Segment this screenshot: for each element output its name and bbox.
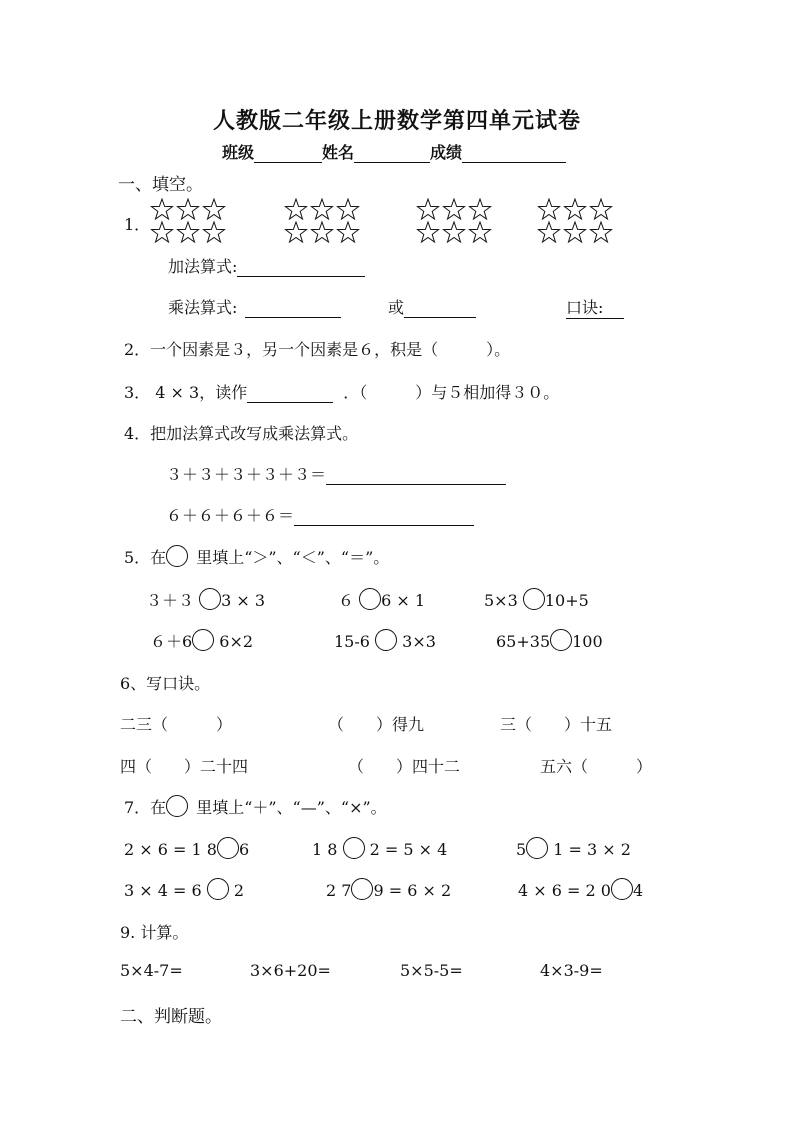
- compare-circle[interactable]: [550, 629, 572, 651]
- q9-text: 9. 计算。: [120, 923, 189, 942]
- q9-item-4[interactable]: 4×3-9=: [540, 961, 603, 980]
- q6-text: 6、写口诀。: [120, 674, 211, 693]
- q5-r1-c3: 5×3 10+5: [484, 588, 589, 610]
- operator-circle[interactable]: [351, 878, 373, 900]
- star-group-2-icon: [284, 198, 369, 246]
- q4-eq2: ６＋６＋６＋６＝: [166, 506, 295, 525]
- name-label: 姓名: [322, 143, 355, 162]
- q7-r1-c1: 2 × 6 = 1 8 6: [124, 837, 249, 859]
- q6-r1-c2[interactable]: （ ）得九: [328, 715, 425, 734]
- q6-r2-c2[interactable]: （ ）四十二: [348, 757, 461, 776]
- operator-circle[interactable]: [526, 837, 548, 859]
- q6-r2-c3[interactable]: 五六（ ）: [540, 757, 653, 776]
- q1-multiplication-row: [168, 295, 341, 318]
- q5-r2-c3: 65+35 100: [496, 629, 603, 651]
- score-blank[interactable]: [462, 146, 566, 163]
- addition-blank[interactable]: [237, 259, 365, 277]
- star-group-3-icon: [416, 198, 501, 246]
- q5-text-a: 5．在: [124, 548, 167, 567]
- name-blank[interactable]: [354, 146, 430, 163]
- multiplication-blank-1[interactable]: [245, 300, 341, 318]
- q5-r2-c1: ６＋6 6×2: [150, 629, 253, 652]
- q3-part-b: ．（ ）与５相加得３０。: [343, 383, 560, 402]
- q1-or-row: [388, 295, 476, 318]
- page-title: 人教版二年级上册数学第四单元试卷: [212, 108, 581, 134]
- score-label: 成绩: [430, 143, 463, 162]
- circle-icon: [166, 795, 188, 817]
- rhyme-label[interactable]: 口诀:: [566, 295, 624, 319]
- addition-label: 加法算式:: [168, 257, 238, 276]
- q9-item-3[interactable]: 5×5-5=: [400, 961, 463, 980]
- q9-item-2[interactable]: 3×6+20=: [250, 961, 331, 980]
- q7-r1-c3: 5 1 = 3 × 2: [516, 837, 631, 859]
- operator-circle[interactable]: [343, 837, 365, 859]
- star-group-1-icon: [150, 198, 235, 246]
- q3-row: [124, 380, 559, 403]
- class-blank[interactable]: [254, 146, 322, 163]
- section-fill-blank: 一、填空。: [118, 175, 203, 195]
- class-label: 班级: [222, 143, 255, 162]
- compare-circle[interactable]: [359, 588, 381, 610]
- q2-text: 2．一个因素是３，另一个因素是６，积是（ ）。: [124, 340, 511, 359]
- multiplication-label: 乘法算式:: [168, 298, 238, 317]
- q4-text: 4．把加法算式改写成乘法算式。: [124, 424, 359, 443]
- q4-eq2-blank[interactable]: [294, 507, 474, 526]
- q4-eq1-row: [166, 462, 506, 485]
- circle-icon: [166, 545, 188, 567]
- q7-r1-c2: 1 8 2 = 5 × 4: [312, 837, 447, 859]
- q6-r1-c1[interactable]: 二三（ ）: [120, 715, 233, 734]
- q4-eq1: ３＋３＋３＋３＋３＝: [166, 465, 327, 484]
- q5-r1-c2: ６ 6 × 1: [338, 588, 425, 611]
- compare-circle[interactable]: [523, 588, 545, 610]
- student-info-line: [222, 140, 566, 163]
- multiplication-blank-2[interactable]: [404, 300, 476, 318]
- q6-r2-c1[interactable]: 四（ ）二十四: [120, 757, 249, 776]
- section-true-false: 二、判断题。: [120, 1007, 222, 1027]
- q7-r2-c3: 4 × 6 = 2 0 4: [518, 878, 643, 900]
- q5-r2-c2: 15-6 3×3: [334, 629, 436, 651]
- q7-r2-c1: 3 × 4 = 6 2: [124, 878, 244, 900]
- q5-text: [124, 545, 389, 568]
- compare-circle[interactable]: [375, 629, 397, 651]
- compare-circle[interactable]: [199, 588, 221, 610]
- q6-r1-c3[interactable]: 三（ ）十五: [500, 715, 613, 734]
- q3-blank[interactable]: [247, 385, 333, 403]
- q1-number: 1．: [124, 215, 151, 234]
- q9-item-1[interactable]: 5×4-7=: [120, 961, 183, 980]
- q5-r1-c1: ３＋３ 3 × 3: [146, 588, 265, 611]
- compare-circle[interactable]: [192, 629, 214, 651]
- q7-text-a: 7．在: [124, 798, 167, 817]
- star-group-4-icon: [537, 198, 622, 246]
- q4-eq2-row: [166, 503, 474, 526]
- operator-circle[interactable]: [611, 878, 633, 900]
- q4-eq1-blank[interactable]: [326, 466, 506, 485]
- operator-circle[interactable]: [207, 878, 229, 900]
- q7-text-b: 里填上“＋”、“—”、“×”。: [196, 798, 387, 817]
- or-label: 或: [388, 298, 405, 317]
- q3-part-a: 3． 4 × 3，读作: [124, 383, 248, 402]
- q1-addition-row: [168, 254, 365, 277]
- q7-text: [124, 795, 387, 818]
- operator-circle[interactable]: [217, 837, 239, 859]
- q7-r2-c2: 2 7 9 = 6 × 2: [326, 878, 451, 900]
- q5-text-b: 里填上“＞”、“＜”、“＝”。: [196, 548, 390, 567]
